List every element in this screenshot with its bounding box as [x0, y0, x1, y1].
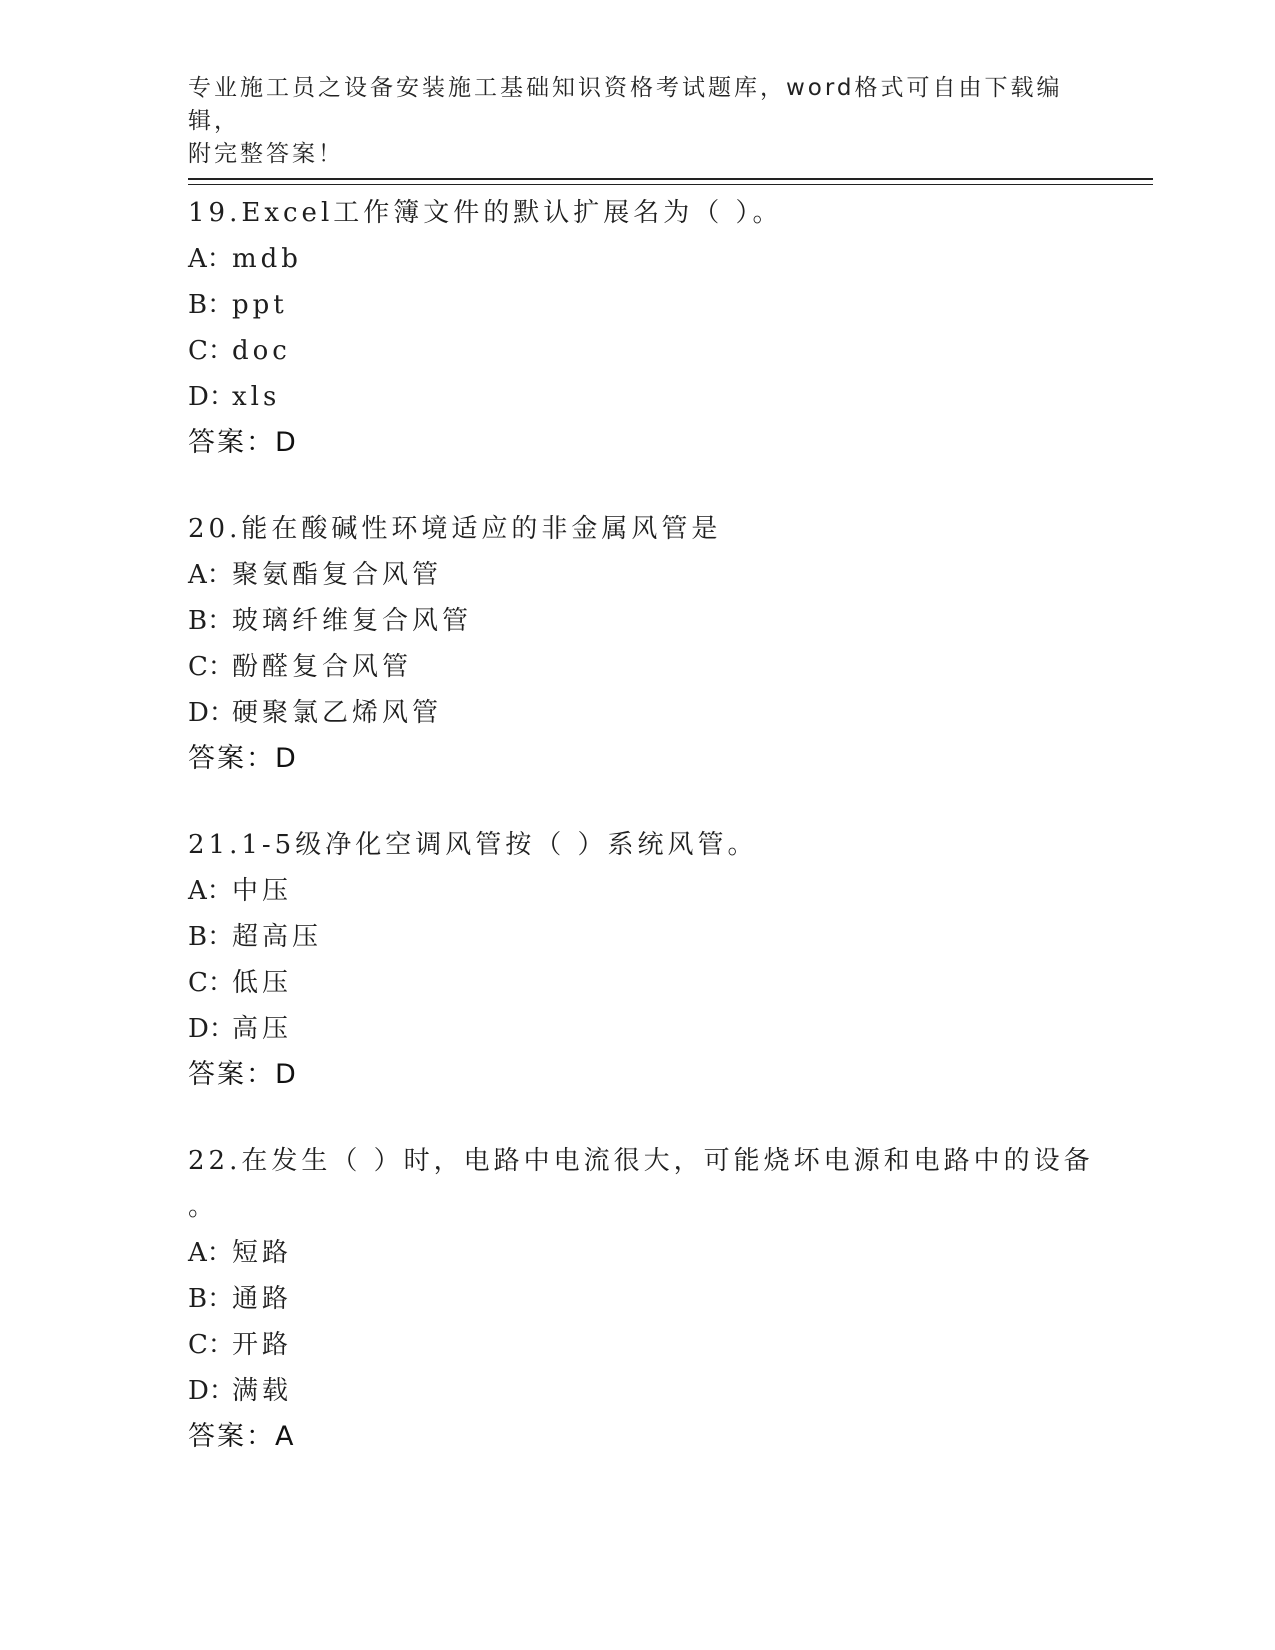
option-text: 聚氨酯复合风管: [232, 560, 443, 590]
header-line-1: 专业施工员之设备安装施工基础知识资格考试题库，word格式可自由下载编辑，: [188, 75, 1063, 134]
option-d: [188, 1368, 1088, 1414]
answer-line: 答案：D: [188, 427, 298, 458]
question-20: [188, 506, 1088, 782]
option-a: [188, 236, 1088, 282]
option-label: A：: [188, 876, 233, 906]
option-text: 短路: [232, 1238, 293, 1268]
option-label: C：: [188, 1330, 234, 1360]
option-text: 硬聚氯乙烯风管: [232, 698, 443, 728]
answer-line: 答案：D: [188, 743, 298, 774]
option-d: [188, 1006, 1088, 1052]
option-a: [188, 1230, 1088, 1276]
question-stem: 19.Excel工作簿文件的默认扩展名为（ ）。: [188, 198, 783, 228]
answer-line: 答案：A: [188, 1421, 296, 1452]
option-label: B：: [188, 922, 234, 952]
question-list: [188, 190, 1094, 1500]
option-b: [188, 282, 1088, 328]
option-label: A：: [188, 1238, 233, 1268]
option-b: [188, 914, 1088, 960]
option-text: 开路: [232, 1330, 293, 1360]
option-c: [188, 1322, 1088, 1368]
question-22: [188, 1138, 1094, 1460]
option-label: D：: [188, 698, 235, 728]
option-a: [188, 552, 1088, 598]
question-stem: 22.在发生（ ）时，电路中电流很大，可能烧坏电源和电路中的设备: [188, 1146, 1094, 1176]
option-c: [188, 960, 1088, 1006]
option-b: [188, 1276, 1088, 1322]
option-label: C：: [188, 968, 234, 998]
option-b: [188, 598, 1088, 644]
option-text: 玻璃纤维复合风管: [232, 606, 473, 636]
option-label: C：: [188, 652, 234, 682]
option-d: [188, 690, 1088, 736]
option-text: 低压: [232, 968, 293, 998]
option-text: 中压: [232, 876, 293, 906]
option-label: B：: [188, 606, 234, 636]
option-text: xls: [232, 382, 281, 412]
option-label: A：: [188, 560, 233, 590]
question-stem: 21.1-5级净化空调风管按（ ）系统风管。: [188, 830, 758, 860]
option-label: D：: [188, 382, 235, 412]
option-text: mdb: [232, 244, 302, 274]
option-text: 酚醛复合风管: [232, 652, 413, 682]
header-divider-thin: [188, 184, 1153, 185]
question-stem: 20.能在酸碱性环境适应的非金属风管是: [188, 514, 722, 544]
option-text: 通路: [232, 1284, 293, 1314]
option-label: D：: [188, 1376, 235, 1406]
question-stem-continuation: 。: [188, 1192, 219, 1222]
header-divider-thick: [188, 178, 1153, 180]
question-21: [188, 822, 1088, 1098]
option-label: B：: [188, 290, 234, 320]
option-text: 高压: [232, 1014, 293, 1044]
option-c: [188, 644, 1088, 690]
answer-line: 答案：D: [188, 1059, 298, 1090]
option-label: C：: [188, 336, 234, 366]
option-d: [188, 374, 1088, 420]
option-label: A：: [188, 244, 233, 274]
option-text: 满载: [232, 1376, 293, 1406]
option-text: doc: [232, 336, 291, 366]
option-text: ppt: [232, 290, 288, 320]
option-label: B：: [188, 1284, 234, 1314]
question-19: [188, 190, 1088, 466]
document-header: [188, 72, 1088, 171]
header-line-2: 附完整答案！: [188, 141, 344, 167]
option-label: D：: [188, 1014, 235, 1044]
option-c: [188, 328, 1088, 374]
option-a: [188, 868, 1088, 914]
option-text: 超高压: [232, 922, 323, 952]
